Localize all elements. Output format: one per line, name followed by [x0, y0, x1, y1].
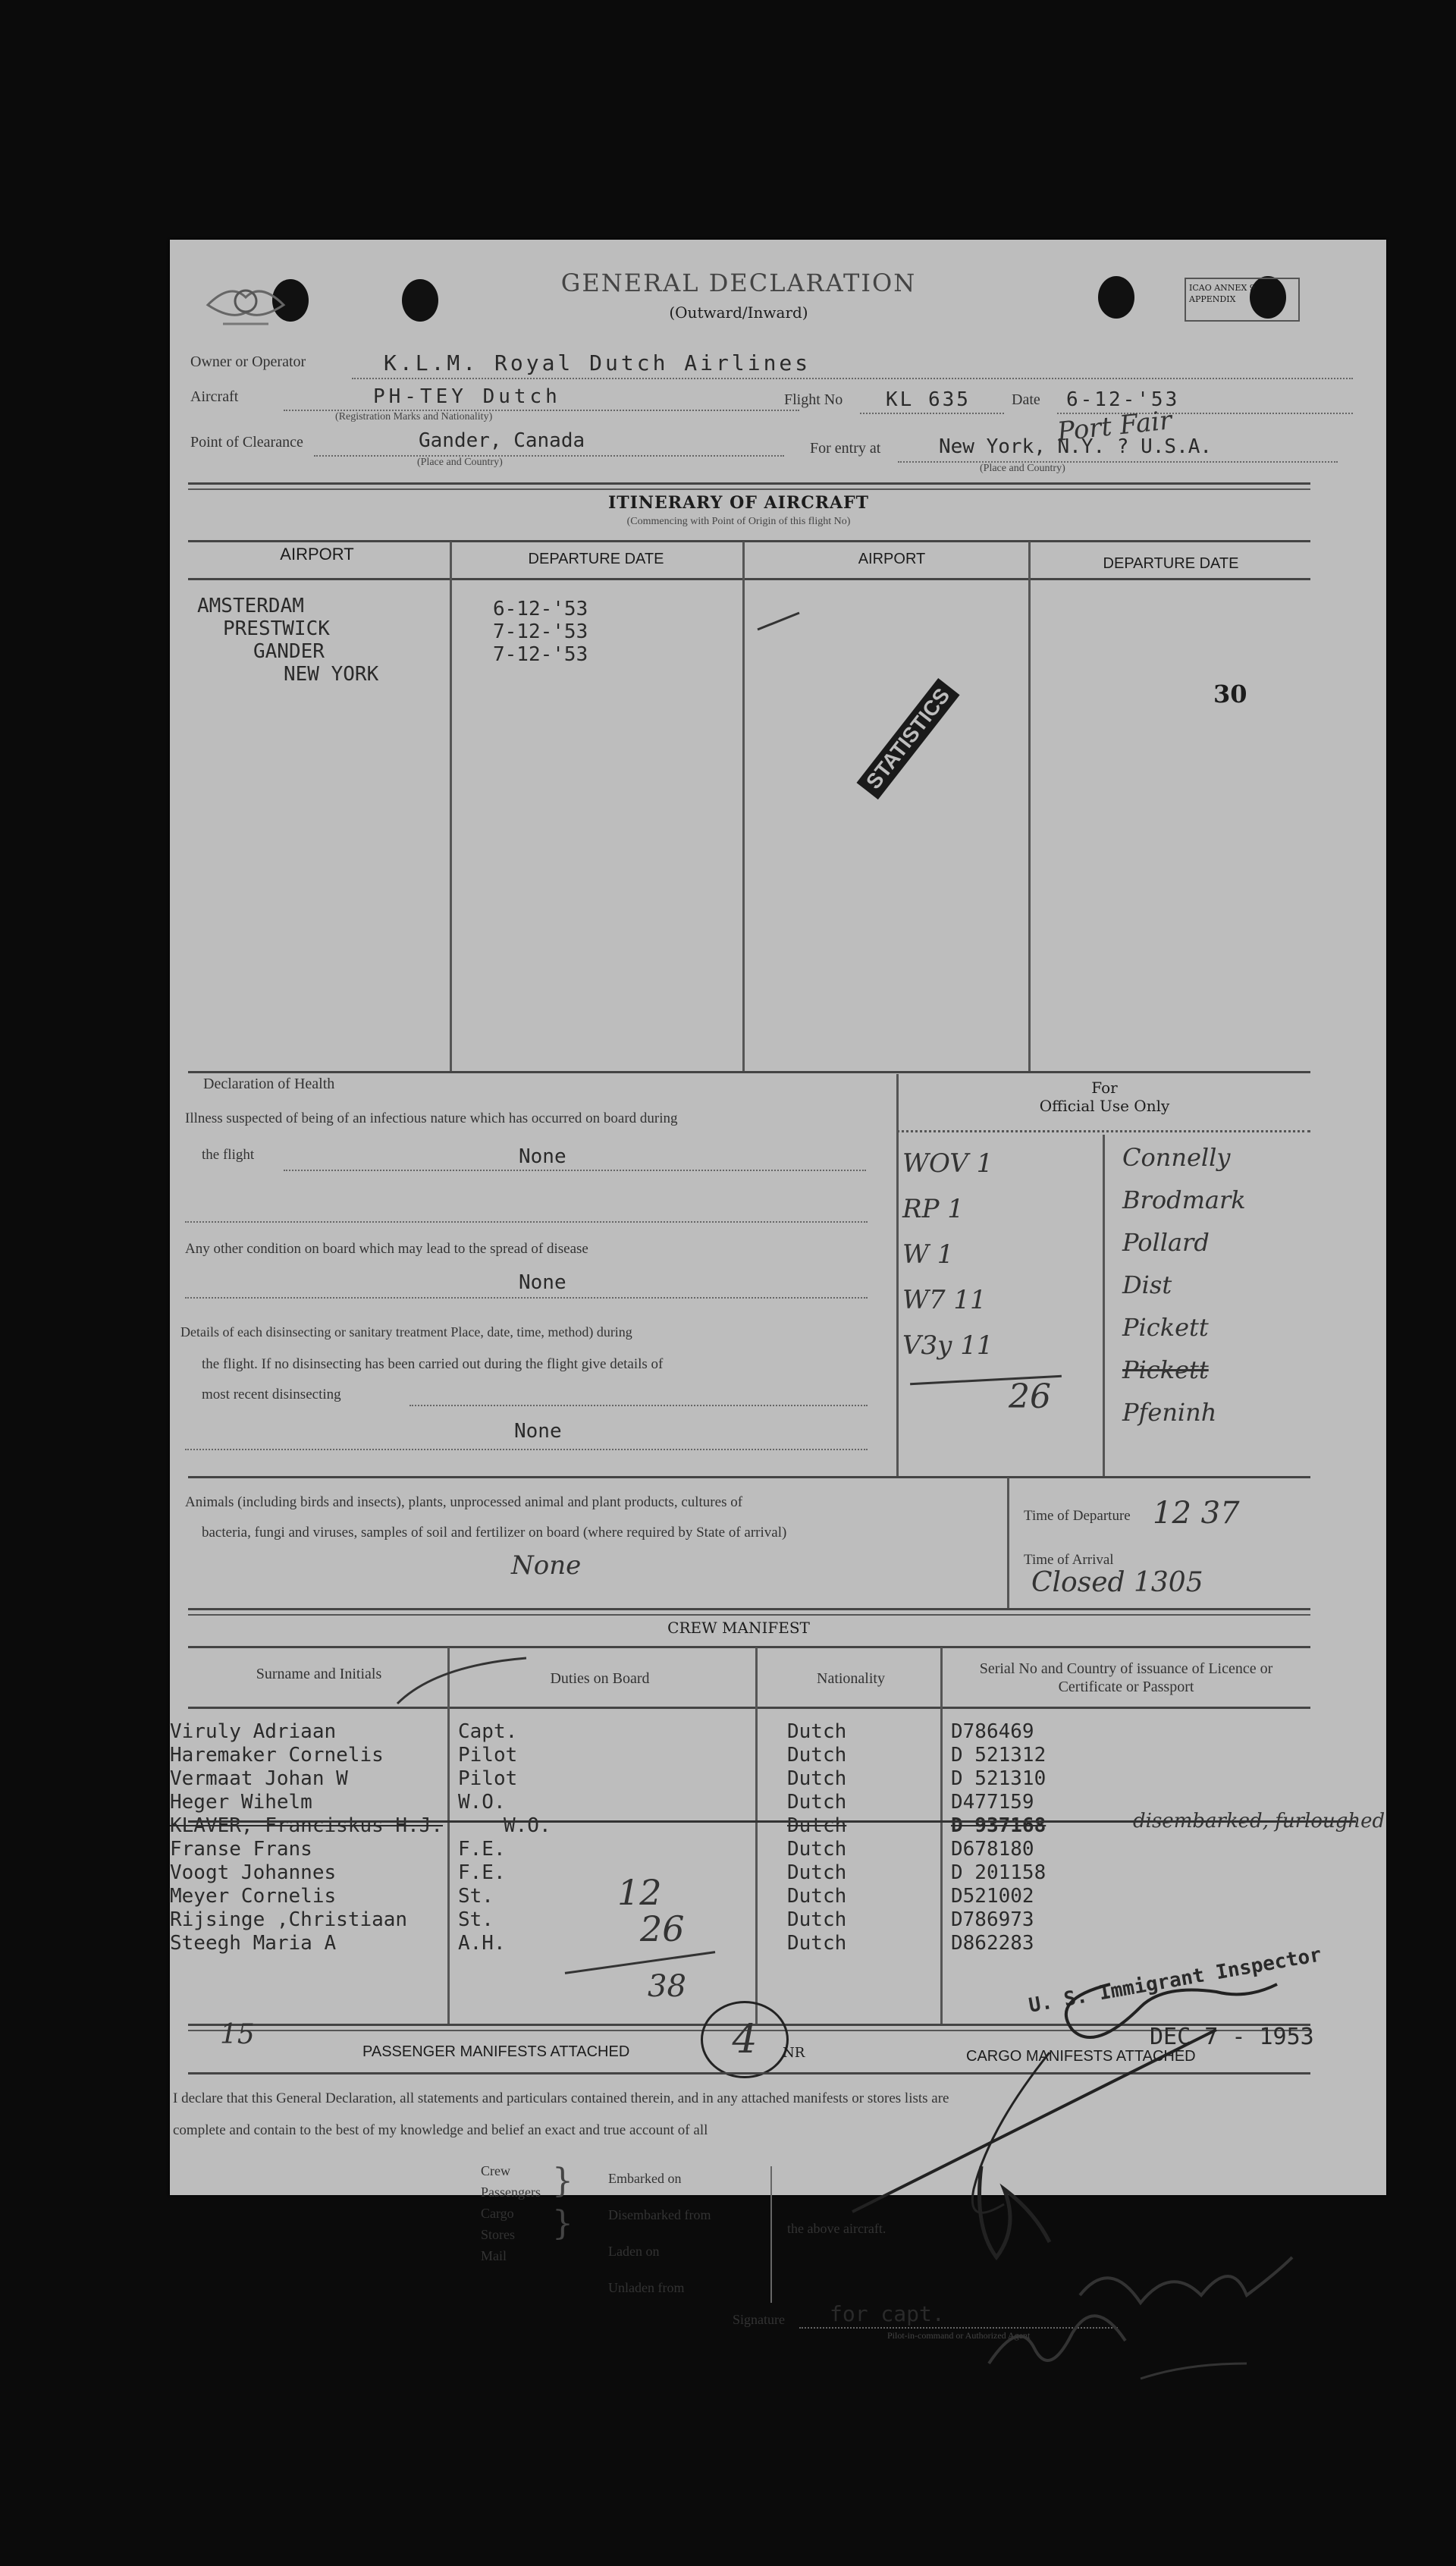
- official-name: Brodmark: [1122, 1186, 1246, 1214]
- crew-duties-column: [458, 1720, 551, 1955]
- immigrant-inspector-stamp: U. S. Immigrant Inspector: [1027, 1943, 1323, 2018]
- crew-name: Rijsinge ,Christiaan: [170, 1908, 408, 1931]
- official-name: Pickett: [1122, 1313, 1209, 1342]
- crew-name: KLAVER, Franciskus H.J.: [170, 1814, 444, 1837]
- crew-strike-note: disembarked, furloughed: [1133, 1810, 1385, 1833]
- handwriting-entry: Port Fair: [1056, 405, 1174, 448]
- entry-label: For entry at: [810, 440, 881, 457]
- crew-duty: W.O.: [504, 1814, 551, 1837]
- tally-line: WOV 1: [902, 1148, 993, 1179]
- crew-serial: D678180: [951, 1838, 1034, 1861]
- crew-nationality: Dutch: [787, 1720, 847, 1743]
- arrival-time-value: Closed 1305: [1031, 1567, 1203, 1598]
- official-use-title: For Official Use Only: [1039, 1079, 1170, 1115]
- action-laden: Laden on: [608, 2244, 660, 2259]
- crew-names-column: [170, 1720, 443, 1955]
- itinerary-airport-1: AMSTERDAM: [197, 595, 304, 617]
- illness-value: None: [519, 1145, 566, 1168]
- entry-sublabel: (Place and Country): [980, 463, 1065, 474]
- crew-manifest-title: CREW MANIFEST: [667, 1619, 810, 1637]
- brace-icon: } }: [552, 2162, 573, 2243]
- crew-nationality: Dutch: [787, 1744, 847, 1767]
- crew-name: Heger Wihelm: [170, 1791, 312, 1814]
- itinerary-date-1: 6-12-'53: [493, 598, 588, 620]
- punch-hole: [1098, 276, 1134, 319]
- entry-value: New York, N.Y. ? U.S.A.: [939, 435, 1213, 458]
- disinsect-label-2: the flight. If no disinsecting has been carried out during the flight give details of: [202, 1356, 664, 1372]
- health-title: Declaration of Health: [203, 1076, 335, 1092]
- crew-duty: Pilot: [458, 1744, 518, 1767]
- itinerary-airport-2: PRESTWICK: [223, 617, 330, 640]
- crew-duty: W.O.: [458, 1791, 506, 1814]
- clearance-value: Gander, Canada: [419, 429, 585, 452]
- cargo-manifests-label: CARGO MANIFESTS ATTACHED: [966, 2048, 1196, 2065]
- disinsect-value: None: [514, 1420, 562, 1443]
- crew-serial: D862283: [951, 1932, 1034, 1955]
- tally-line: RP 1: [902, 1194, 964, 1224]
- illness-label: Illness suspected of being of an infectious nature which has occurred on board during: [185, 1110, 678, 1126]
- crew-header-duties: Duties on Board: [550, 1670, 650, 1687]
- official-name: Pfeninh: [1122, 1398, 1217, 1427]
- crew-nationality: Dutch: [787, 1767, 847, 1790]
- crew-nationality: Dutch: [787, 1908, 847, 1931]
- crew-name: Viruly Adriaan: [170, 1720, 337, 1743]
- declaration-form: [170, 240, 1386, 2341]
- crew-serial: D 937168: [951, 1814, 1046, 1837]
- tally-line: W7 11: [902, 1285, 987, 1315]
- crew-nationality: Dutch: [787, 1791, 847, 1814]
- itinerary-airport-4: NEW YORK: [284, 663, 379, 686]
- crew-name: Vermaat Johan W: [170, 1767, 348, 1790]
- declaration-text: I declare that this General Declaration, all statements and particulars contained therein, and in any attached manifests or stores lists are: [173, 2090, 949, 2106]
- itinerary-title: ITINERARY OF AIRCRAFT: [607, 493, 870, 513]
- category-cargo: Cargo: [481, 2206, 514, 2221]
- animals-label-2: bacteria, fungi and viruses, samples of soil and fertilizer on board (where required by State of arrival): [202, 1525, 787, 1541]
- signature-sublabel: Pilot-in-command or Authorized Agent: [887, 2330, 1031, 2341]
- clearance-sublabel: (Place and Country): [417, 457, 503, 468]
- itinerary-date-3: 7-12-'53: [493, 643, 588, 666]
- crew-hand-note-2: 26: [640, 1908, 685, 1949]
- category-passengers: Passengers: [481, 2184, 541, 2200]
- declaration-categories: [481, 2160, 541, 2266]
- official-tally: [902, 1141, 993, 1368]
- official-name: Pickett: [1122, 1355, 1209, 1384]
- disinsect-label-3: most recent disinsecting: [202, 1387, 341, 1402]
- tally-line: V3y 11: [902, 1330, 993, 1361]
- hand-checkmark: [754, 607, 814, 637]
- crew-serial: D477159: [951, 1791, 1034, 1814]
- animals-label: Animals (including birds and insects), plants, unprocessed animal and plant products, cultures of: [185, 1494, 743, 1510]
- illness-label-2: the flight: [202, 1147, 255, 1163]
- arrival-time-label: Time of Arrival: [1024, 1552, 1114, 1568]
- crew-name: Steegh Maria A: [170, 1932, 337, 1955]
- itinerary-subtitle: (Commencing with Point of Origin of this flight No): [626, 516, 851, 527]
- official-name: Connelly: [1122, 1143, 1231, 1172]
- declaration-actions: [608, 2160, 711, 2306]
- crew-duty: St.: [458, 1885, 494, 1908]
- crew-serial-column: [951, 1720, 1046, 1955]
- tally-line: W 1: [902, 1239, 954, 1270]
- flight-no-label: Flight No: [784, 391, 843, 408]
- crew-duty: Capt.: [458, 1720, 518, 1743]
- crew-name: Voogt Johannes: [170, 1861, 337, 1884]
- annex-box: ICAO ANNEX 9 APPENDIX: [1185, 278, 1300, 322]
- official-name: Pollard: [1122, 1228, 1210, 1257]
- crew-nationality: Dutch: [787, 1861, 847, 1884]
- crew-serial: D 521310: [951, 1767, 1046, 1790]
- crew-serial: D 521312: [951, 1744, 1046, 1767]
- owner-value: K.L.M. Royal Dutch Airlines: [384, 350, 811, 375]
- aircraft-text: the above aircraft.: [787, 2221, 886, 2236]
- disinsect-label: Details of each disinsecting or sanitary treatment Place, date, time, method) during: [180, 1324, 632, 1340]
- official-names: [1122, 1136, 1246, 1434]
- aircraft-value: PH-TEY Dutch: [373, 385, 561, 408]
- itinerary-header-date-2: DEPARTURE DATE: [1103, 555, 1239, 572]
- itinerary-header-date: DEPARTURE DATE: [528, 551, 664, 567]
- crew-nationality: Dutch: [787, 1885, 847, 1908]
- punch-hole: [402, 279, 438, 322]
- passenger-circle-note: 4: [701, 2001, 789, 2078]
- crew-duty: F.E.: [458, 1838, 506, 1861]
- other-condition-label: Any other condition on board which may lead to the spread of disease: [185, 1241, 588, 1257]
- official-total: 26: [1009, 1377, 1051, 1416]
- itinerary-header-airport: AIRPORT: [280, 545, 354, 564]
- passenger-manifests-label: PASSENGER MANIFESTS ATTACHED: [362, 2043, 630, 2060]
- signature-value: for capt.: [830, 2301, 945, 2326]
- action-unladen: Unladen from: [608, 2280, 685, 2295]
- crew-duty: St.: [458, 1908, 494, 1931]
- crew-duty: A.H.: [458, 1932, 506, 1955]
- official-name: Dist: [1122, 1270, 1172, 1299]
- crew-serial: D786973: [951, 1908, 1034, 1931]
- signature-label: Signature: [733, 2312, 785, 2327]
- animals-value: None: [511, 1550, 582, 1581]
- crew-header-serial: Serial No and Country of issuance of Licence or Certificate or Passport: [979, 1660, 1273, 1695]
- crew-serial: D 201158: [951, 1861, 1046, 1884]
- action-disembarked: Disembarked from: [608, 2207, 711, 2222]
- crew-nationality-column: [787, 1720, 846, 1955]
- form-subtitle: (Outward/Inward): [669, 303, 808, 322]
- crew-hand-note-1: 12: [617, 1872, 662, 1913]
- date-value: 6-12-'53: [1066, 388, 1180, 411]
- category-stores: Stores: [481, 2227, 515, 2242]
- departure-time-label: Time of Departure: [1024, 1508, 1131, 1524]
- form-title: GENERAL DECLARATION: [560, 269, 917, 297]
- crew-nationality: Dutch: [787, 1814, 847, 1837]
- clearance-label: Point of Clearance: [190, 434, 303, 451]
- flight-no-value: KL 635: [886, 388, 971, 411]
- category-mail: Mail: [481, 2248, 507, 2263]
- aircraft-label: Aircraft: [190, 388, 239, 405]
- itinerary-airport-3: GANDER: [253, 640, 325, 663]
- crew-serial: D521002: [951, 1885, 1034, 1908]
- crew-name: Franse Frans: [170, 1838, 312, 1861]
- other-condition-value: None: [519, 1271, 566, 1294]
- passenger-count-hand: 15: [220, 2019, 255, 2050]
- crew-hand-note-3: 38: [648, 1969, 686, 2004]
- crew-header-name: Surname and Initials: [256, 1666, 382, 1682]
- owner-label: Owner or Operator: [190, 353, 306, 370]
- crew-name: Meyer Cornelis: [170, 1885, 337, 1908]
- crew-header-nationality: Nationality: [817, 1670, 885, 1687]
- crew-nationality: Dutch: [787, 1838, 847, 1861]
- declaration-text-2: complete and contain to the best of my knowledge and belief an exact and true account of all: [173, 2122, 708, 2138]
- crew-name: Haremaker Cornelis: [170, 1744, 384, 1767]
- inspector-date-stamp: DEC 7 - 1953: [1150, 2024, 1314, 2050]
- crew-bracket-mark: [390, 1650, 541, 1711]
- nr-label: NR: [783, 2045, 805, 2061]
- date-label: Date: [1012, 391, 1040, 408]
- crew-nationality: Dutch: [787, 1932, 847, 1955]
- aircraft-sublabel: (Registration Marks and Nationality): [335, 411, 493, 422]
- statistics-stamp: STATISTICS: [856, 678, 959, 799]
- inspector-signature: [822, 1939, 1353, 2394]
- crest-emblem-icon: [200, 267, 291, 343]
- crew-serial: D786469: [951, 1720, 1034, 1743]
- departure-time-value: 12 37: [1153, 1496, 1240, 1531]
- crew-duty: Pilot: [458, 1767, 518, 1790]
- itinerary-count: 30: [1213, 680, 1247, 708]
- itinerary-header-airport-2: AIRPORT: [858, 551, 926, 567]
- itinerary-date-2: 7-12-'53: [493, 620, 588, 643]
- category-crew: Crew: [481, 2163, 510, 2178]
- action-embarked: Embarked on: [608, 2171, 682, 2186]
- crew-duty: F.E.: [458, 1861, 506, 1884]
